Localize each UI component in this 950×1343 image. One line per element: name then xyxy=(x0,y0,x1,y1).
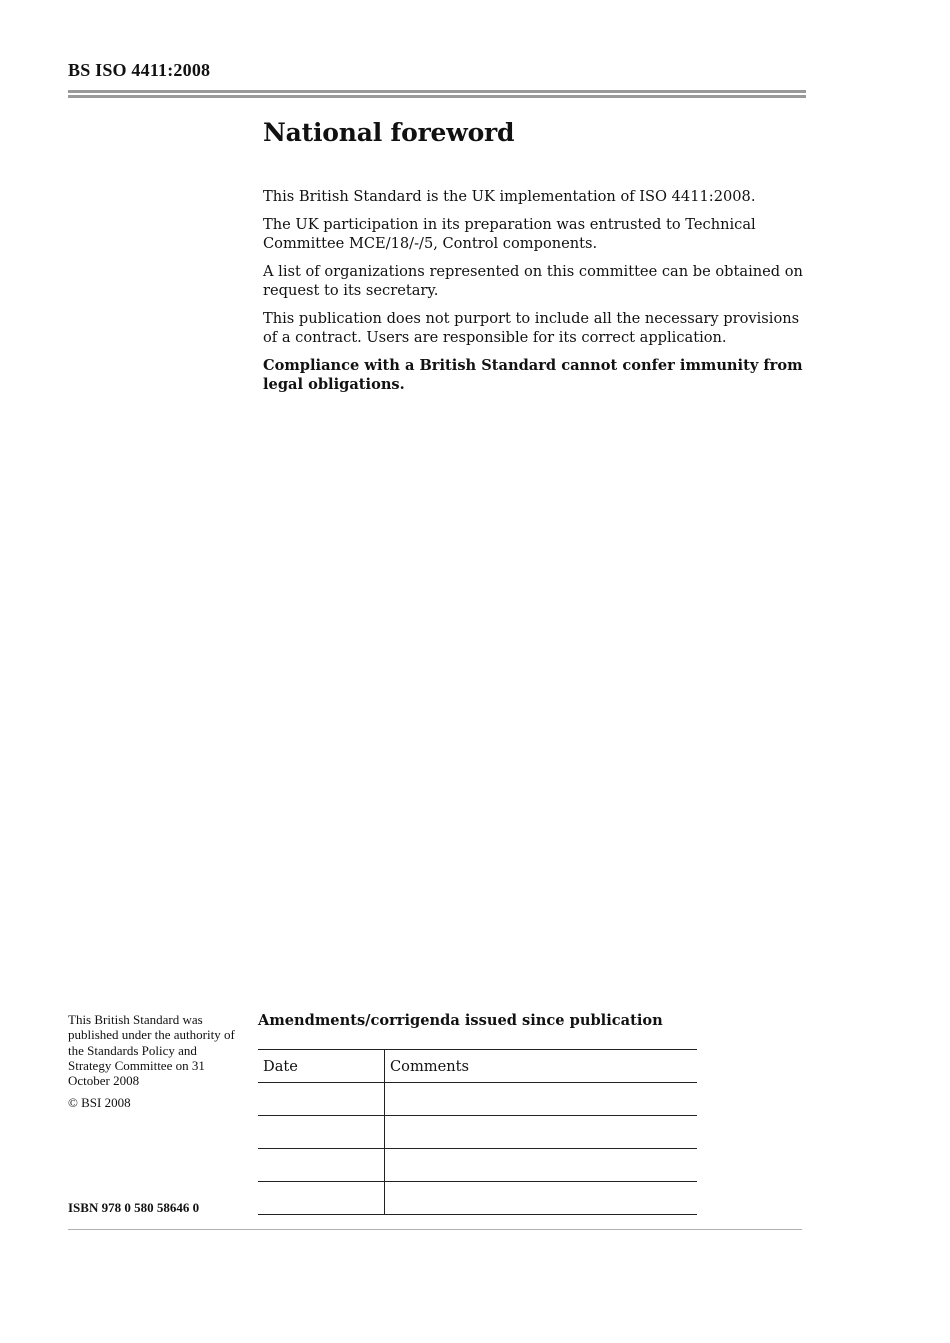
date-cell xyxy=(258,1149,385,1182)
footer-rule xyxy=(68,1229,802,1230)
date-cell xyxy=(258,1083,385,1116)
header-rule-line xyxy=(68,95,806,98)
table-row xyxy=(258,1083,697,1116)
foreword-paragraph: A list of organizations represented on this committee can be obtained on request to its secretary. xyxy=(263,263,803,299)
amendments-heading: Amendments/corrigenda issued since publication xyxy=(258,1012,663,1029)
header-double-rule xyxy=(68,90,806,98)
comments-cell xyxy=(385,1083,698,1116)
foreword-paragraph: This publication does not purport to include all the necessary provisions of a contract. Users are responsible for its correct application. xyxy=(263,310,800,346)
table-row xyxy=(258,1116,697,1149)
column-header-date: Date xyxy=(258,1050,385,1083)
date-cell xyxy=(258,1116,385,1149)
table-header-row xyxy=(258,1050,697,1083)
compliance-note: Compliance with a British Standard cannot confer immunity from legal obligations. xyxy=(263,357,803,393)
publication-note: This British Standard was published under the authority of the Standards Policy and Strategy Committee on 31 October 2008 xyxy=(68,1012,235,1089)
date-cell xyxy=(258,1182,385,1215)
page-title: National foreword xyxy=(263,118,515,147)
comments-cell xyxy=(385,1182,698,1215)
comments-cell xyxy=(385,1149,698,1182)
copyright-notice: © BSI 2008 xyxy=(68,1095,131,1111)
table-row xyxy=(258,1149,697,1182)
amendments-table xyxy=(258,1049,697,1215)
document-code: BS ISO 4411:2008 xyxy=(68,60,211,80)
isbn: ISBN 978 0 580 58646 0 xyxy=(68,1200,200,1215)
foreword-paragraph: This British Standard is the UK implementation of ISO 4411:2008. xyxy=(263,188,756,205)
foreword-paragraph: The UK participation in its preparation was entrusted to Technical Committee MCE/18/-/5, Control components. xyxy=(263,216,756,252)
column-header-comments: Comments xyxy=(385,1050,698,1083)
table-row xyxy=(258,1182,697,1215)
publication-sidebar xyxy=(68,1012,238,1118)
foreword-body xyxy=(263,187,808,403)
header-rule-line xyxy=(68,90,806,93)
comments-cell xyxy=(385,1116,698,1149)
